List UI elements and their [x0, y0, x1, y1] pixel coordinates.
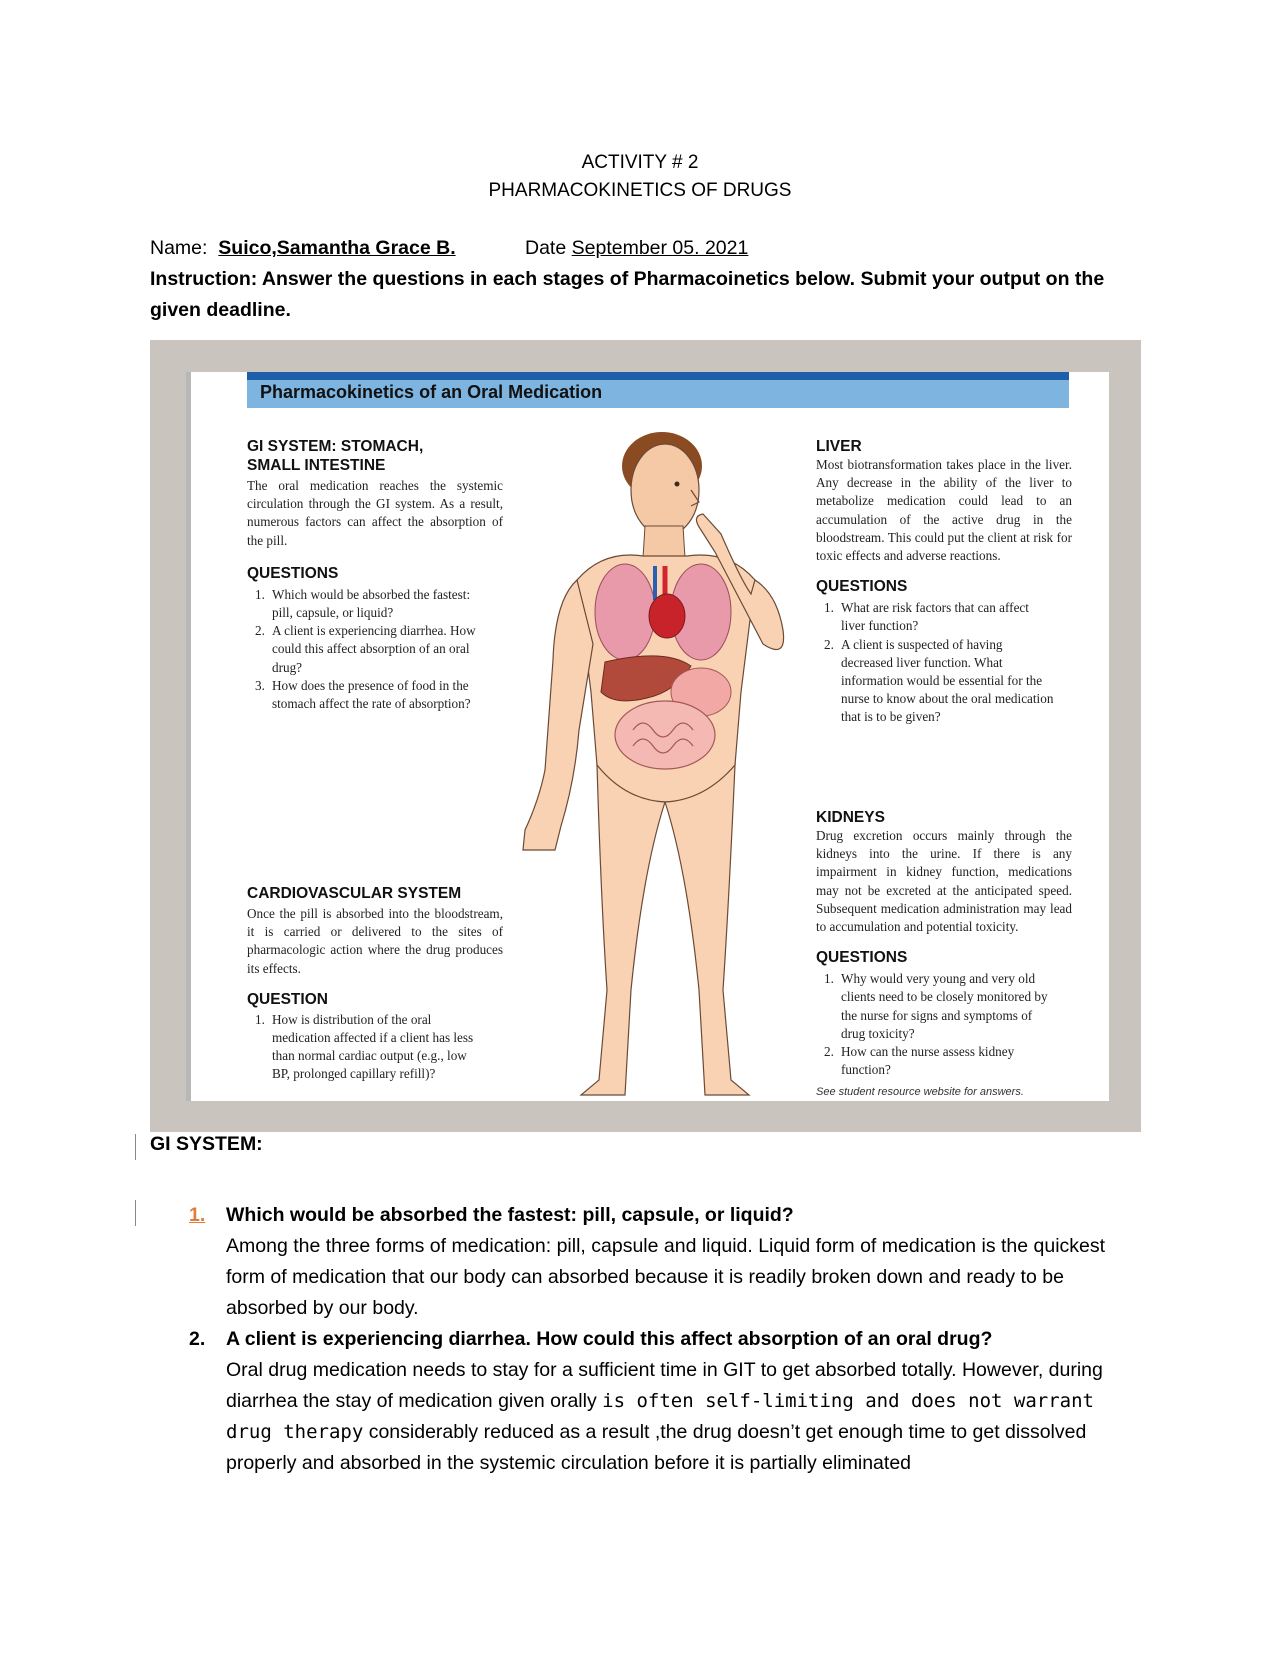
gi-questions-heading: QUESTIONS: [247, 564, 339, 582]
name-value: Suico,Samantha Grace B.: [218, 237, 456, 259]
date-value: September 05. 2021: [571, 237, 749, 259]
gi-section: [247, 437, 503, 713]
date-label: Date: [525, 237, 567, 259]
cardio-section: [247, 884, 503, 1084]
cardio-question-list: [247, 1011, 487, 1084]
cardio-heading: CARDIOVASCULAR SYSTEM: [247, 885, 462, 902]
change-bar: [135, 1200, 136, 1226]
figure-note: See student resource website for answers.: [816, 1086, 1024, 1098]
date-line: [525, 237, 748, 260]
liver-body: Most biotransformation takes place in the liver. Any decrease in the ability of the liver to metabolize medication could lead to an accumulation of the active drug in the bloodstream. This could put the client at risk for toxic effects and adverse reactions.: [816, 457, 1072, 564]
eye: [675, 482, 680, 487]
heart: [649, 594, 685, 638]
kidneys-question: 2. How can the nurse assess kidney function?: [824, 1044, 1015, 1078]
left-arm: [523, 580, 593, 850]
answer-2-quoted-phrase: is often self-limiting and does not warrant drug therapy: [226, 1390, 1095, 1443]
liver-question: 1. What are risk factors that can affect liver function?: [824, 600, 1029, 634]
kidneys-body: Drug excretion occurs mainly through the kidneys into the urine. If there is any impairment in kidney function, medications may not be excreted at the anticipated speed. Subsequent medication administration may lead to accumulation and potential toxicity.: [816, 828, 1072, 935]
neck: [643, 526, 685, 558]
human-anatomy-illustration: [515, 430, 815, 1102]
gi-question: 2. A client is experiencing diarrhea. How could this affect absorption of an oral drug?: [255, 623, 476, 675]
cardio-body: Once the pill is absorbed into the bloodstream, it is carried or delivered to the sites of pharmacologic action where the drug produces its effects.: [247, 906, 503, 976]
list-number-2: 2.: [189, 1328, 206, 1350]
answers-section-title: GI SYSTEM:: [150, 1133, 263, 1155]
kidneys-section: [816, 808, 1072, 1079]
gi-question-list: [247, 586, 487, 713]
question-2: A client is experiencing diarrhea. How could this affect absorption of an oral drug?: [226, 1328, 993, 1350]
banner-top-strip: [247, 372, 1069, 380]
gi-question: 1. Which would be absorbed the fastest: pill, capsule, or liquid?: [255, 586, 471, 621]
kidneys-question: 1. Why would very young and very old clients need to be closely monitored by the nurse for signs and symptoms of drug toxicity?: [824, 971, 1048, 1041]
gi-heading-1: GI SYSTEM: STOMACH,: [247, 438, 424, 455]
question-1: Which would be absorbed the fastest: pill, capsule, or liquid?: [226, 1204, 794, 1226]
change-bar: [135, 1134, 136, 1160]
activity-number: ACTIVITY # 2: [581, 152, 699, 173]
instruction: Instruction: Answer the questions in each stages of Pharmacoinetics below. Submit your output on the given deadline.: [150, 268, 1105, 321]
liver-question-list: [816, 599, 1056, 726]
answer-2: [226, 1355, 1126, 1479]
kidneys-questions-heading: QUESTIONS: [816, 949, 908, 967]
answer-2-part-1: Oral drug medication needs to stay for a sufficient time in GIT to get absorbed totally. However, during diarrhea the stay of medication given orally: [226, 1359, 1103, 1412]
answer-1: Among the three forms of medication: pill, capsule and liquid. Liquid form of medication is the quickest form of medication that our body can absorbed because it is readily broken down and ready to be absorbed by our body.: [226, 1235, 1106, 1319]
figure-banner-title: Pharmacokinetics of an Oral Medication: [260, 382, 603, 402]
name-line: [150, 237, 456, 260]
cardio-question: 1. How is distribution of the oral medication affected if a client has less than normal cardiac output (e.g., low BP, prolonged capillary refill)?: [255, 1011, 474, 1082]
gi-body: The oral medication reaches the systemic circulation through the GI system. As a result, numerous factors can affect the absorption of the pill.: [247, 478, 503, 548]
list-number-1: 1.: [189, 1204, 206, 1226]
liver-section: [816, 437, 1072, 727]
cardio-questions-heading: QUESTION: [247, 990, 328, 1008]
kidneys-question-list: [816, 970, 1056, 1079]
gi-question: 3. How does the presence of food in the stomach affect the rate of absorption?: [255, 677, 471, 712]
liver-heading: LIVER: [816, 438, 862, 455]
liver-questions-heading: QUESTIONS: [816, 578, 908, 596]
head: [631, 444, 699, 536]
large-intestine: [615, 701, 715, 769]
left-leg: [581, 765, 665, 1095]
left-lung: [595, 564, 655, 660]
document-title: PHARMACOKINETICS OF DRUGS: [488, 180, 792, 201]
kidneys-heading: KIDNEYS: [816, 809, 885, 826]
answer-2-part-2: considerably reduced as a result ,the drug doesn’t get enough time to get dissolved properly and absorbed in the systemic circulation before it is partially eliminated: [226, 1421, 1087, 1474]
gi-heading-2: SMALL INTESTINE: [247, 457, 386, 474]
liver-question: 2. A client is suspected of having decreased liver function. What information would be essential for the nurse to know about the oral medication that is to be given?: [824, 636, 1054, 725]
name-label: Name:: [150, 237, 208, 259]
right-leg: [665, 765, 749, 1095]
